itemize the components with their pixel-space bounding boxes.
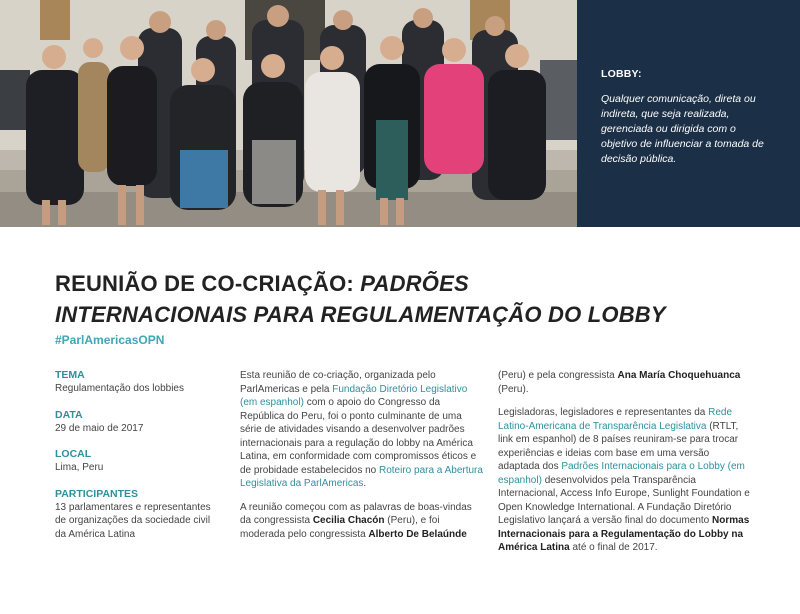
title-part-3: INTERNACIONAIS PARA REGULAMENTAÇÃO DO LOBBY bbox=[55, 302, 666, 327]
lobby-definition-title: LOBBY: bbox=[601, 68, 642, 80]
paragraph bbox=[498, 406, 750, 555]
meta-label: LOCAL bbox=[55, 448, 92, 460]
link-roteiro-abertura[interactable]: Roteiro para a Abertura Legislativa da ParlAmericas bbox=[240, 464, 483, 489]
text: (RTLT, link em espanhol) de 8 países reuniram-se para trocar experiências e ideias com base em uma versão adaptada dos bbox=[498, 420, 739, 472]
text: A reunião começou com as palavras de boas-vindas da congressista bbox=[240, 501, 472, 526]
meta-value: 29 de maio de 2017 bbox=[55, 422, 144, 434]
document-title: Normas Internacionais para a Regulamentação do Lobby na América Latina bbox=[498, 515, 750, 553]
text: até o final de 2017. bbox=[569, 542, 658, 553]
hashtag[interactable]: #ParlAmericasOPN bbox=[55, 333, 165, 347]
text: desenvolvidos pela Transparência Internacional, Access Info Europe, Sunlight Foundation e Open Knowledge International. A Fundação Diretório Legislativo lançará a versão final do documento bbox=[498, 474, 750, 526]
hero-banner bbox=[0, 0, 800, 227]
meta-value: 13 parlamentares e representantes de organizações da sociedade civil da América Latina bbox=[55, 501, 211, 540]
group-photo bbox=[0, 0, 577, 227]
lobby-definition-panel bbox=[577, 0, 800, 227]
meta-label: PARTICIPANTES bbox=[55, 487, 139, 500]
title-part-2: PADRÕES bbox=[360, 271, 469, 296]
link-fundacao-diretorio[interactable]: Fundação Diretório Legislativo (em espanhol) bbox=[240, 383, 468, 408]
link-rede-transparencia[interactable]: Rede Latino-Americana de Transparência Legislativa bbox=[498, 407, 733, 432]
meta-data bbox=[55, 409, 220, 436]
text: Legisladoras, legisladores e representantes da bbox=[498, 407, 709, 418]
meta-tema bbox=[55, 369, 220, 396]
text: com o apoio do Congresso da República do Peru, foi o ponto culminante de uma série de atividades visando a desenvolver padrões internacionais para a regulação do lobby na América Latina, em conformidade com compromissos éticos e de probidade estabelecidos no bbox=[240, 397, 477, 476]
meta-value: Regulamentação dos lobbies bbox=[55, 383, 184, 394]
meta-local bbox=[55, 448, 220, 475]
lobby-definition-text: Qualquer comunicação, direta ou indireta, que seja realizada, gerenciada ou dirigida com o objetivo de influenciar a tomada de decisão pública. bbox=[601, 93, 764, 165]
group-photo-illustration bbox=[0, 0, 577, 227]
paragraph bbox=[498, 369, 750, 396]
name-ana-maria-choquehuanca: Ana María Choquehuanca bbox=[617, 370, 741, 381]
text: Esta reunião de co-criação, organizada pelo ParlAmericas e pela bbox=[240, 370, 436, 395]
page-title bbox=[55, 268, 755, 330]
paragraph bbox=[240, 369, 485, 491]
text: (Peru) e pela congressista bbox=[498, 370, 618, 381]
name-alberto-de-belaunde: Alberto De Belaúnde bbox=[368, 528, 467, 540]
meta-label: DATA bbox=[55, 408, 83, 421]
text: (Peru). bbox=[498, 383, 529, 395]
meta-value: Lima, Peru bbox=[55, 462, 104, 473]
text: (Peru), e foi moderada pelo congressista bbox=[240, 515, 440, 540]
text: . bbox=[363, 478, 367, 489]
body-column-1 bbox=[240, 369, 485, 551]
body-column-2 bbox=[498, 369, 750, 565]
link-padroes-internacionais[interactable]: Padrões Internacionais para o Lobby (em espanhol) bbox=[498, 461, 745, 486]
paragraph bbox=[240, 501, 485, 542]
name-cecilia-chacon: Cecilia Chacón bbox=[312, 515, 385, 526]
meta-label: TEMA bbox=[55, 369, 85, 381]
title-part-1: REUNIÃO DE CO-CRIAÇÃO: bbox=[55, 271, 361, 296]
meta-participantes bbox=[55, 488, 220, 542]
event-meta bbox=[55, 369, 220, 554]
